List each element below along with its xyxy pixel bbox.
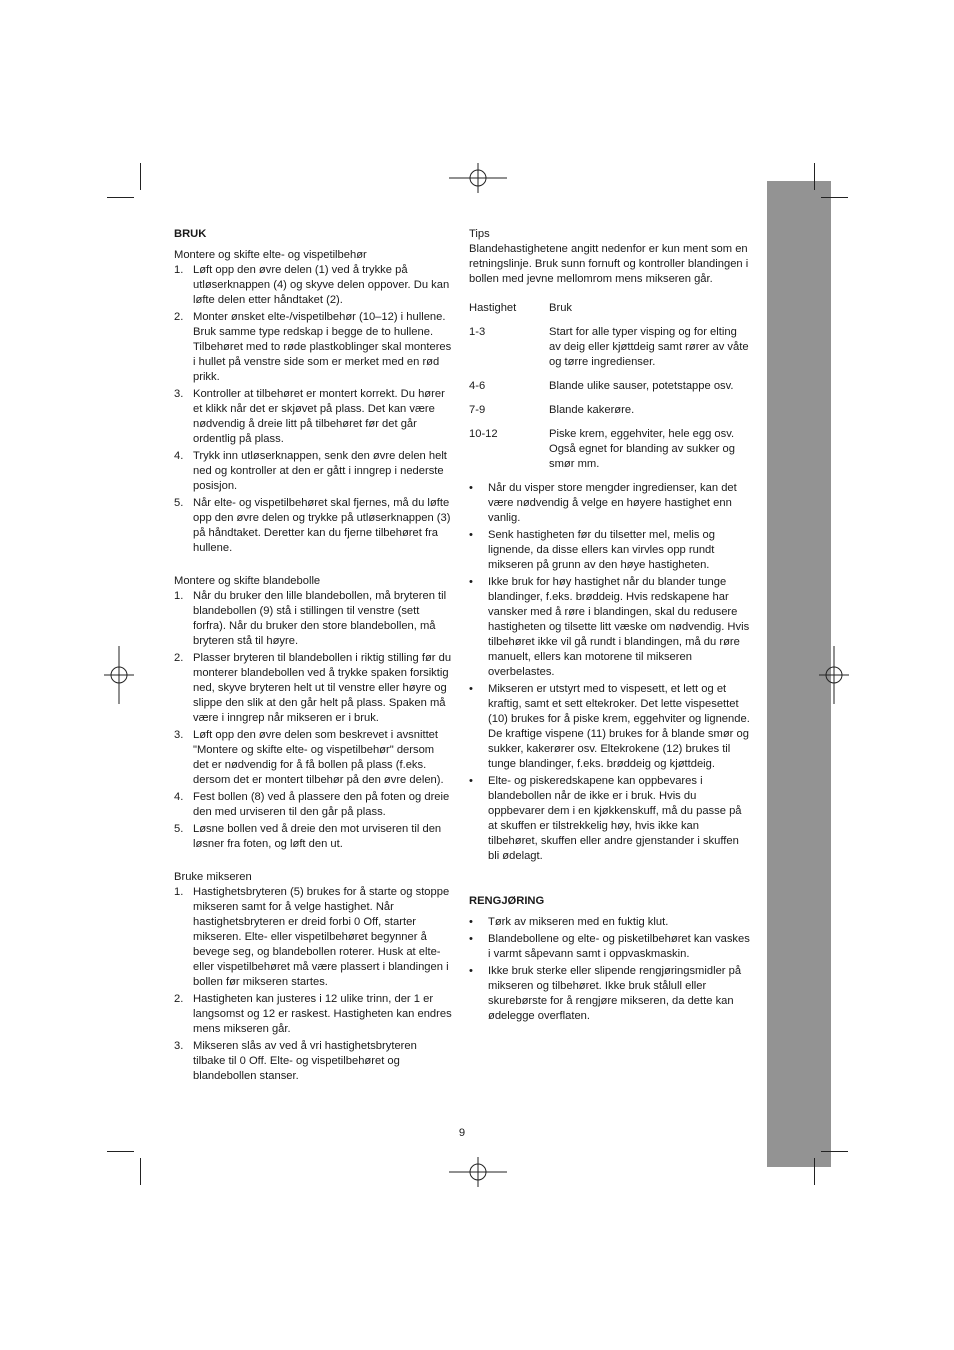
crop-mark	[107, 197, 134, 198]
step-number: 3.	[174, 1040, 184, 1052]
left-column	[174, 227, 452, 1086]
list-item	[174, 728, 452, 788]
list-item	[174, 992, 452, 1037]
bullet-icon: •	[469, 775, 473, 787]
list-item	[469, 915, 751, 930]
bullet-text: Blandebollene og elte- og pisketilbehøret kan vaskes i varmt såpevann samt i oppvaskmaskin.	[488, 933, 750, 960]
list-item	[174, 885, 452, 990]
step-text: Når elte- og vispetilbehøret skal fjernes, må du løfte opp den øvre delen og trykke på utløserknappen (3) på håndtaket. Deretter kan du fjerne tilbehøret fra hullene.	[193, 497, 451, 554]
list-item	[469, 682, 751, 772]
step-number: 4.	[174, 791, 184, 803]
bullet-icon: •	[469, 916, 473, 928]
steps-usage	[174, 885, 452, 1084]
page-number: 9	[458, 1127, 466, 1139]
table-cell-speed: 4-6	[469, 380, 486, 392]
table-header-cell: Bruk	[549, 302, 573, 314]
bullet-text: Ikke bruk sterke eller slipende rengjøringsmidler på mikseren og tilbehøret. Ikke bruk stålull eller skurebørste for å rengjøre mikseren, da dette kan ødelegge overflaten.	[488, 965, 742, 1022]
step-number: 1.	[174, 264, 184, 276]
list-item	[174, 449, 452, 494]
bullet-icon: •	[469, 576, 473, 588]
step-number: 5.	[174, 823, 184, 835]
list-item	[469, 964, 751, 1024]
list-item	[174, 387, 452, 447]
step-number: 2.	[174, 652, 184, 664]
crop-mark	[814, 1158, 815, 1185]
table-header-row	[469, 301, 751, 316]
table-row	[469, 403, 751, 418]
right-column	[469, 227, 751, 1026]
list-item	[174, 589, 452, 649]
subheading-attachments: Montere og skifte elte- og vispetilbehør	[174, 249, 367, 261]
subheading-bowl: Montere og skifte blandebolle	[174, 575, 321, 587]
crop-mark	[140, 163, 141, 190]
list-item	[174, 496, 452, 556]
step-number: 1.	[174, 886, 184, 898]
crop-mark	[821, 197, 848, 198]
list-item	[469, 774, 751, 864]
step-number: 1.	[174, 590, 184, 602]
step-number: 4.	[174, 450, 184, 462]
bullet-icon: •	[469, 933, 473, 945]
subheading-usage: Bruke mikseren	[174, 871, 252, 883]
table-cell-usage: Blande ulike sauser, potetstappe osv.	[549, 380, 734, 392]
table-cell-usage: Start for alle typer visping og for elting av deig eller kjøttdeig samt rører av våte og tørre ingredienser.	[549, 326, 749, 368]
list-item	[174, 310, 452, 385]
registration-mark-icon	[449, 1157, 507, 1187]
section-title-rengjoring: RENGJØRING	[469, 895, 545, 907]
steps-attachments	[174, 263, 452, 556]
table-header-cell: Hastighet	[469, 302, 517, 314]
registration-mark-icon	[819, 646, 849, 704]
list-item	[174, 263, 452, 308]
table-cell-usage: Piske krem, eggehviter, hele egg osv. Også egnet for blanding av sukker og smør mm.	[549, 428, 735, 470]
bullet-icon: •	[469, 529, 473, 541]
list-item	[469, 528, 751, 573]
step-number: 2.	[174, 311, 184, 323]
step-text: Trykk inn utløserknappen, senk den øvre delen helt ned og kontroller at den er gått i inngrep i nederste posisjon.	[193, 450, 447, 492]
registration-mark-icon	[449, 163, 507, 193]
step-text: Plasser bryteren til blandebollen i riktig stilling før du monterer blandebollen ved å trykke spaken forsiktig ned, skyve bryteren helt ut til venstre eller høyre og slippe den slik at den går helt på plass. Spaken må være i inngrep når mikseren er i bruk.	[193, 652, 452, 724]
step-text: Fest bollen (8) ved å plassere den på foten og dreie den med urviseren til den går på plass.	[193, 791, 450, 818]
tips-heading: Tips	[469, 228, 490, 240]
crop-mark	[814, 163, 815, 190]
step-text: Monter ønsket elte-/vispetilbehør (10–12) i hullene. Bruk samme type redskap i begge de to hullene. Tilbehøret med to røde plastkoblinger skal monteres i hullet på venstre side som er merket med en rød prikk.	[193, 311, 452, 383]
steps-bowl	[174, 589, 452, 852]
list-item	[174, 1039, 452, 1084]
crop-mark	[821, 1151, 848, 1152]
table-row	[469, 325, 751, 370]
bullet-text: Når du visper store mengder ingredienser, kan det være nødvendig å velge en høyere hastighet enn vanlig.	[488, 482, 737, 524]
step-text: Løft opp den øvre delen som beskrevet i avsnittet "Montere og skifte elte- og vispetilbehør" dersom det er nødvendig for å få bollen på plass (f.eks. dersom det er montert tilbehør på den øvre delen).	[193, 729, 444, 786]
section-title-bruk: BRUK	[174, 228, 207, 240]
cleaning-bullet-list	[469, 915, 751, 1024]
list-item	[469, 932, 751, 962]
bullet-text: Elte- og piskeredskapene kan oppbevares i blandebollen når de ikke er i bruk. Hvis du oppbevarer dem i en kjøkkenskuff, må du passe på at skuffen er tilstrekkelig høy, hvis ikke kan tilbehøret, skuffen eller andre gjenstander i skuffen bli ødelagt.	[488, 775, 742, 862]
list-item	[469, 575, 751, 680]
bullet-text: Tørk av mikseren med en fuktig klut.	[488, 916, 669, 928]
bullet-icon: •	[469, 965, 473, 977]
step-text: Hastighetsbryteren (5) brukes for å starte og stoppe mikseren samt for å velge hastighet. Når hastighetsbryteren er dreid forbi 0 Off, starter mikseren. Elte- eller vispetilbehøret begynner å bevege seg, og blandebollen roterer. Husk at elte- eller vispetilbehøret må være plassert i blandingen i bollen før mikseren startes.	[193, 886, 450, 988]
bullet-text: Ikke bruk for høy hastighet når du blander tunge blandinger, f.eks. brøddeig. Hvis redskapene har vansker med å røre i blandingen, skal du redusere hastigheten og tilsette litt væske om nødvendig. Hvis tilbehøret ikke vil gå rundt i blandingen, må du røre manuelt, ellers kan motorene til mikseren overbelastes.	[488, 576, 750, 678]
step-text: Når du bruker den lille blandebollen, må bryteren til blandebollen (9) stå i stillingen til venstre (sett forfra). Når du bruker den store blandebollen, må bryteren stå til høyre.	[193, 590, 447, 647]
step-number: 3.	[174, 388, 184, 400]
crop-mark	[140, 1158, 141, 1185]
table-cell-speed: 7-9	[469, 404, 486, 416]
step-number: 3.	[174, 729, 184, 741]
bullet-text: Senk hastigheten før du tilsetter mel, melis og lignende, da disse ellers kan virvles opp rundt mikseren på grunn av den høye hastigheten.	[488, 529, 715, 571]
step-text: Hastigheten kan justeres i 12 ulike trinn, der 1 er langsomst og 12 er raskest. Hastigheten kan endres mens mikseren går.	[193, 993, 452, 1035]
step-text: Kontroller at tilbehøret er montert korrekt. Du hører et klikk når det er skjøvet på plass. Det kan være nødvendig å dreie litt på tilbehøret før det går ordentlig på plass.	[193, 388, 445, 445]
tips-bullet-list	[469, 481, 751, 864]
tips-intro: Blandehastighetene angitt nedenfor er kun ment som en retningslinje. Bruk sunn fornuft og kontroller blandingen i bollen med jevne mellomrom mens mikseren går.	[469, 243, 749, 285]
bullet-icon: •	[469, 482, 473, 494]
speed-table	[469, 301, 751, 472]
registration-mark-icon	[104, 646, 134, 704]
list-item	[469, 481, 751, 526]
crop-mark	[107, 1151, 134, 1152]
bullet-text: Mikseren er utstyrt med to vispesett, et lett og et kraftig, samt et sett eltekroker. Det lette vispesettet (10) brukes for å piske krem, eggehviter og lignende. De kraftige vispene (11) brukes for å blande smør og sukker, kakerører osv. Eltekrokene (12) brukes til tunge blandinger, f.eks. brøddeig og kjøttdeig.	[488, 683, 750, 770]
step-number: 5.	[174, 497, 184, 509]
list-item	[174, 790, 452, 820]
table-cell-usage: Blande kakerøre.	[549, 404, 635, 416]
table-cell-speed: 1-3	[469, 326, 486, 338]
table-row	[469, 427, 751, 472]
list-item	[174, 822, 452, 852]
step-text: Løsne bollen ved å dreie den mot urviseren til den løsner fra foten, og løft den ut.	[193, 823, 442, 850]
bullet-icon: •	[469, 683, 473, 695]
step-number: 2.	[174, 993, 184, 1005]
step-text: Mikseren slås av ved å vri hastighetsbryteren tilbake til 0 Off. Elte- og vispetilbehøret og blandebollen stanser.	[193, 1040, 417, 1082]
list-item	[174, 651, 452, 726]
step-text: Løft opp den øvre delen (1) ved å trykke på utløserknappen (4) og skyve delen oppover. Du kan løfte delen etter håndtaket (2).	[193, 264, 450, 306]
table-cell-speed: 10-12	[469, 428, 498, 440]
table-row	[469, 379, 751, 394]
